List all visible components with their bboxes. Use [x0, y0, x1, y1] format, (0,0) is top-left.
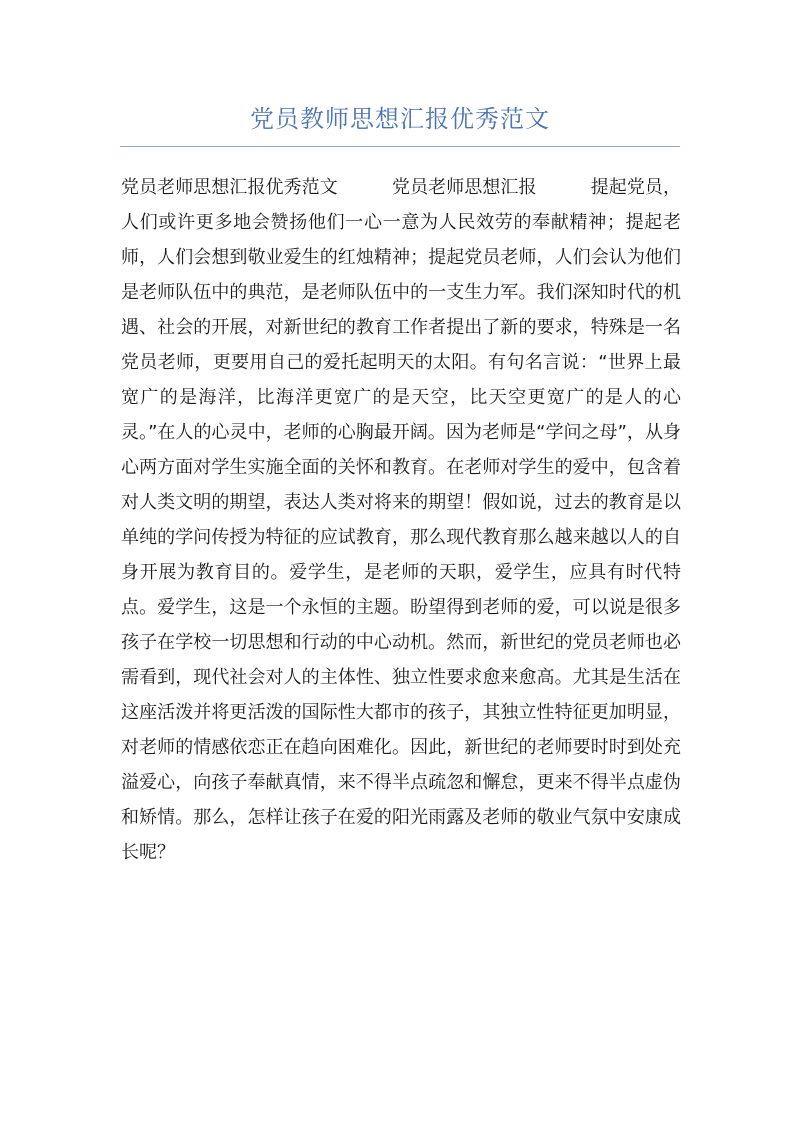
- document-title: 党员教师思想汇报优秀范文: [250, 105, 550, 133]
- document-body: 党员老师思想汇报优秀范文 党员老师思想汇报 提起党员，人们或许更多地会赞扬他们一心一意为人民效劳的奉献精神；提起老师，人们会想到敬业爱生的红烛精神；提起党员老师，人们会认为他们是老师队伍中的典范，是老师队伍中的一支生力军。我们深知时代的机遇、社会的开展，对新世纪的教育工作者提出了新的要求，特殊是一名党员老师，更要用自己的爱托起明天的太阳。有句名言说：“世界上最宽广的是海洋，比海洋更宽广的是天空，比天空更宽广的是人的心灵。”在人的心灵中，老师的心胸最开阔。因为老师是“学问之母”，从身心两方面对学生实施全面的关怀和教育。在老师对学生的爱中，包含着对人类文明的期望，表达人类对将来的期望！假如说，过去的教育是以单纯的学问传授为特征的应试教育，那么现代教育那么越来越以人的自身开展为教育目的。爱学生，是老师的天职，爱学生，应具有时代特点。爱学生，这是一个永恒的主题。盼望得到老师的爱，可以说是很多孩子在学校一切思想和行动的中心动机。然而，新世纪的党员老师也必需看到，现代社会对人的主体性、独立性要求愈来愈高。尤其是生活在这座活泼并将更活泼的国际性大都市的孩子，其独立性特征更加明显，对老师的情感依恋正在趋向困难化。因此，新世纪的老师要时时到处充溢爱心，向孩子奉献真情，来不得半点疏忽和懈怠，更来不得半点虚伪和矫情。那么，怎样让孩子在爱的阳光雨露及老师的敬业气氛中安康成长呢？: [121, 177, 681, 863]
- title-divider: [120, 146, 680, 147]
